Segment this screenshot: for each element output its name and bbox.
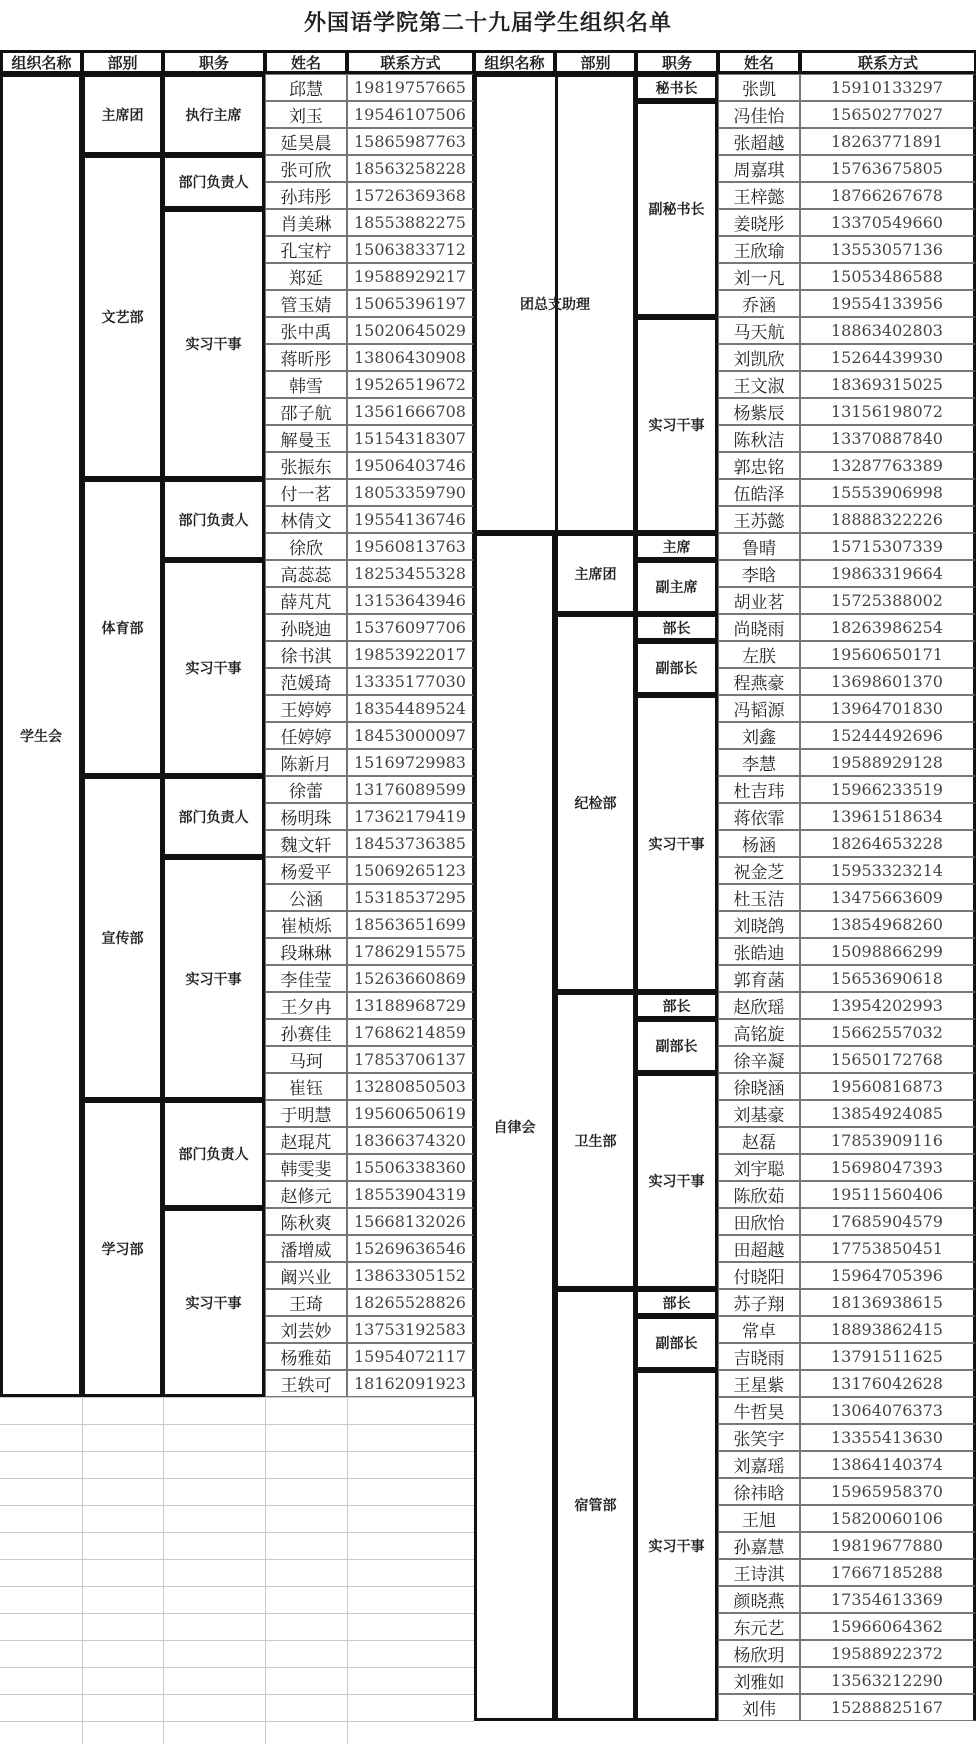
member-name: 刘雅如	[718, 1667, 800, 1694]
member-phone: 15154318307	[347, 425, 474, 452]
member-phone: 19588922372	[800, 1640, 976, 1667]
member-phone: 13961518634	[800, 803, 976, 830]
member-phone: 15065396197	[347, 290, 474, 317]
member-phone: 15964705396	[800, 1262, 976, 1289]
member-phone: 13806430908	[347, 344, 474, 371]
dept-cell: 主席团	[82, 74, 163, 155]
member-name: 王欣瑜	[718, 236, 800, 263]
member-name: 王琦	[265, 1289, 347, 1316]
member-phone: 13188968729	[347, 992, 474, 1019]
member-name: 王文淑	[718, 371, 800, 398]
member-phone: 15053486588	[800, 263, 976, 290]
member-name: 崔钰	[265, 1073, 347, 1100]
column-header: 职务	[163, 50, 265, 74]
member-name: 乔涵	[718, 290, 800, 317]
member-phone: 15263660869	[347, 965, 474, 992]
member-phone: 15726369368	[347, 182, 474, 209]
member-name: 杨涵	[718, 830, 800, 857]
member-phone: 13854924085	[800, 1100, 976, 1127]
member-phone: 18366374320	[347, 1127, 474, 1154]
member-name: 徐晓涵	[718, 1073, 800, 1100]
member-phone: 18136938615	[800, 1289, 976, 1316]
member-name: 李晗	[718, 560, 800, 587]
member-name: 刘晓鸽	[718, 911, 800, 938]
member-name: 陈秋洁	[718, 425, 800, 452]
org-cell: 学生会	[0, 74, 82, 1397]
org-cell: 团总支助理	[474, 74, 636, 533]
member-name: 张振东	[265, 452, 347, 479]
member-phone: 13355413630	[800, 1424, 976, 1451]
member-phone: 19560650619	[347, 1100, 474, 1127]
member-phone: 15698047393	[800, 1154, 976, 1181]
member-phone: 17686214859	[347, 1019, 474, 1046]
member-name: 马珂	[265, 1046, 347, 1073]
member-phone: 13553057136	[800, 236, 976, 263]
member-phone: 13280850503	[347, 1073, 474, 1100]
member-phone: 18553882275	[347, 209, 474, 236]
role-cell: 部长	[636, 1289, 718, 1316]
role-cell: 实习干事	[636, 317, 718, 533]
member-phone: 15965958370	[800, 1478, 976, 1505]
member-name: 王苏懿	[718, 506, 800, 533]
member-phone: 18264653228	[800, 830, 976, 857]
member-name: 刘嘉瑶	[718, 1451, 800, 1478]
member-name: 陈欣茹	[718, 1181, 800, 1208]
member-phone: 15650172768	[800, 1046, 976, 1073]
member-name: 徐祎晗	[718, 1478, 800, 1505]
member-name: 郑延	[265, 263, 347, 290]
member-phone: 13153643946	[347, 587, 474, 614]
empty-grid-lines	[0, 1397, 474, 1744]
member-phone: 13698601370	[800, 668, 976, 695]
member-phone: 15169729983	[347, 749, 474, 776]
member-name: 东元艺	[718, 1613, 800, 1640]
member-phone: 19853922017	[347, 641, 474, 668]
member-phone: 15966233519	[800, 776, 976, 803]
member-phone: 19560816873	[800, 1073, 976, 1100]
member-phone: 19554136746	[347, 506, 474, 533]
role-cell: 部门负责人	[163, 1100, 265, 1208]
member-phone: 13753192583	[347, 1316, 474, 1343]
member-phone: 19819677880	[800, 1532, 976, 1559]
role-cell: 执行主席	[163, 74, 265, 155]
member-phone: 17853909116	[800, 1127, 976, 1154]
member-phone: 19526519672	[347, 371, 474, 398]
member-phone: 17753850451	[800, 1235, 976, 1262]
member-name: 肖美琳	[265, 209, 347, 236]
role-cell: 副秘书长	[636, 101, 718, 317]
role-cell: 主席	[636, 533, 718, 560]
member-phone: 15668132026	[347, 1208, 474, 1235]
member-name: 赵欣瑶	[718, 992, 800, 1019]
member-phone: 15650277027	[800, 101, 976, 128]
role-cell: 实习干事	[163, 1208, 265, 1397]
member-phone: 19506403746	[347, 452, 474, 479]
member-name: 孙晓迪	[265, 614, 347, 641]
column-header: 联系方式	[347, 50, 474, 74]
member-phone: 18563651699	[347, 911, 474, 938]
member-name: 杨明珠	[265, 803, 347, 830]
member-phone: 15063833712	[347, 236, 474, 263]
member-name: 韩雪	[265, 371, 347, 398]
member-phone: 13475663609	[800, 884, 976, 911]
member-name: 陈秋爽	[265, 1208, 347, 1235]
member-phone: 15725388002	[800, 587, 976, 614]
member-phone: 18053359790	[347, 479, 474, 506]
member-name: 高蕊蕊	[265, 560, 347, 587]
member-name: 王夕冉	[265, 992, 347, 1019]
member-phone: 15763675805	[800, 155, 976, 182]
member-phone: 13370887840	[800, 425, 976, 452]
member-phone: 15020645029	[347, 317, 474, 344]
member-name: 杜吉玮	[718, 776, 800, 803]
role-cell: 实习干事	[636, 1073, 718, 1289]
member-name: 颜晓燕	[718, 1586, 800, 1613]
empty-grid-column-line	[347, 1397, 348, 1744]
member-name: 蒋昕彤	[265, 344, 347, 371]
member-name: 高铭旋	[718, 1019, 800, 1046]
member-name: 张可欣	[265, 155, 347, 182]
member-name: 公涵	[265, 884, 347, 911]
member-phone: 18863402803	[800, 317, 976, 344]
empty-grid-column-line	[163, 1397, 164, 1744]
member-name: 韩雯斐	[265, 1154, 347, 1181]
role-cell: 实习干事	[636, 1370, 718, 1721]
member-name: 李佳莹	[265, 965, 347, 992]
member-phone: 19588929128	[800, 749, 976, 776]
org-cell: 自律会	[474, 533, 555, 1721]
member-name: 冯佳怡	[718, 101, 800, 128]
member-name: 刘凯欣	[718, 344, 800, 371]
member-name: 徐欣	[265, 533, 347, 560]
role-cell: 实习干事	[163, 209, 265, 479]
member-name: 孙嘉慧	[718, 1532, 800, 1559]
member-name: 周嘉琪	[718, 155, 800, 182]
member-name: 祝金芝	[718, 857, 800, 884]
member-phone: 17667185288	[800, 1559, 976, 1586]
member-phone: 13156198072	[800, 398, 976, 425]
role-cell: 副部长	[636, 641, 718, 695]
member-phone: 18766267678	[800, 182, 976, 209]
member-phone: 13863305152	[347, 1262, 474, 1289]
member-name: 徐蕾	[265, 776, 347, 803]
member-name: 伍皓泽	[718, 479, 800, 506]
member-name: 崔桢烁	[265, 911, 347, 938]
member-phone: 15653690618	[800, 965, 976, 992]
role-cell: 部门负责人	[163, 479, 265, 560]
member-name: 马天航	[718, 317, 800, 344]
member-phone: 18888322226	[800, 506, 976, 533]
role-cell: 部门负责人	[163, 155, 265, 209]
member-phone: 15865987763	[347, 128, 474, 155]
column-header: 姓名	[718, 50, 800, 74]
member-name: 薛芃芃	[265, 587, 347, 614]
member-name: 付一茗	[265, 479, 347, 506]
member-name: 杨紫辰	[718, 398, 800, 425]
role-cell: 秘书长	[636, 74, 718, 101]
dept-cell: 纪检部	[555, 614, 636, 992]
member-name: 刘芸妙	[265, 1316, 347, 1343]
member-name: 孙赛佳	[265, 1019, 347, 1046]
member-name: 邱慧	[265, 74, 347, 101]
member-name: 苏子翔	[718, 1289, 800, 1316]
dept-cell: 宣传部	[82, 776, 163, 1100]
member-phone: 13791511625	[800, 1343, 976, 1370]
dept-cell: 文艺部	[82, 155, 163, 479]
column-header: 部别	[82, 50, 163, 74]
member-phone: 15318537295	[347, 884, 474, 911]
dept-cell: 卫生部	[555, 992, 636, 1289]
column-header: 职务	[636, 50, 718, 74]
member-name: 王梓懿	[718, 182, 800, 209]
member-name: 徐辛凝	[718, 1046, 800, 1073]
member-phone: 18162091923	[347, 1370, 474, 1397]
member-name: 孙玮彤	[265, 182, 347, 209]
member-phone: 15506338360	[347, 1154, 474, 1181]
member-name: 付晓阳	[718, 1262, 800, 1289]
column-header: 组织名称	[474, 50, 555, 74]
member-name: 刘玉	[265, 101, 347, 128]
member-name: 徐书淇	[265, 641, 347, 668]
member-name: 赵琨芃	[265, 1127, 347, 1154]
member-name: 段琳琳	[265, 938, 347, 965]
member-name: 范媛琦	[265, 668, 347, 695]
member-name: 王诗淇	[718, 1559, 800, 1586]
member-phone: 18893862415	[800, 1316, 976, 1343]
member-name: 王旭	[718, 1505, 800, 1532]
member-phone: 15264439930	[800, 344, 976, 371]
member-phone: 19560650171	[800, 641, 976, 668]
member-name: 杨雅茹	[265, 1343, 347, 1370]
role-cell: 部门负责人	[163, 776, 265, 857]
member-phone: 19560813763	[347, 533, 474, 560]
member-name: 任婷婷	[265, 722, 347, 749]
member-phone: 17685904579	[800, 1208, 976, 1235]
member-name: 管玉婧	[265, 290, 347, 317]
member-phone: 13954202993	[800, 992, 976, 1019]
member-name: 王轶可	[265, 1370, 347, 1397]
member-name: 张凯	[718, 74, 800, 101]
member-phone: 17853706137	[347, 1046, 474, 1073]
column-header: 组织名称	[0, 50, 82, 74]
member-phone: 15715307339	[800, 533, 976, 560]
member-name: 阚兴业	[265, 1262, 347, 1289]
member-phone: 19554133956	[800, 290, 976, 317]
dept-cell: 主席团	[555, 533, 636, 614]
member-name: 孔宝柠	[265, 236, 347, 263]
member-name: 陈新月	[265, 749, 347, 776]
member-name: 张皓迪	[718, 938, 800, 965]
member-phone: 19863319664	[800, 560, 976, 587]
member-phone: 13854968260	[800, 911, 976, 938]
member-name: 程燕豪	[718, 668, 800, 695]
member-phone: 15553906998	[800, 479, 976, 506]
member-phone: 13964701830	[800, 695, 976, 722]
member-name: 张超越	[718, 128, 800, 155]
member-phone: 19819757665	[347, 74, 474, 101]
member-phone: 18369315025	[800, 371, 976, 398]
role-cell: 副部长	[636, 1019, 718, 1073]
role-cell: 实习干事	[636, 695, 718, 992]
column-header: 部别	[555, 50, 636, 74]
member-phone: 13176042628	[800, 1370, 976, 1397]
member-name: 潘增威	[265, 1235, 347, 1262]
member-name: 邵子航	[265, 398, 347, 425]
member-name: 姜晓彤	[718, 209, 800, 236]
member-name: 郭忠铭	[718, 452, 800, 479]
member-phone: 18265528826	[347, 1289, 474, 1316]
member-name: 郭育菡	[718, 965, 800, 992]
role-cell: 实习干事	[163, 857, 265, 1100]
member-phone: 17354613369	[800, 1586, 976, 1613]
dept-cell: 宿管部	[555, 1289, 636, 1721]
member-name: 于明慧	[265, 1100, 347, 1127]
member-phone: 13370549660	[800, 209, 976, 236]
member-name: 杜玉洁	[718, 884, 800, 911]
member-phone: 13287763389	[800, 452, 976, 479]
member-name: 杨欣玥	[718, 1640, 800, 1667]
member-phone: 15953323214	[800, 857, 976, 884]
member-phone: 13561666708	[347, 398, 474, 425]
member-phone: 15662557032	[800, 1019, 976, 1046]
member-phone: 15269636546	[347, 1235, 474, 1262]
member-phone: 13064076373	[800, 1397, 976, 1424]
member-phone: 18553904319	[347, 1181, 474, 1208]
member-phone: 18263771891	[800, 128, 976, 155]
member-phone: 15098866299	[800, 938, 976, 965]
member-name: 赵修元	[265, 1181, 347, 1208]
member-phone: 13563212290	[800, 1667, 976, 1694]
roster-table	[0, 50, 976, 1744]
member-phone: 18453000097	[347, 722, 474, 749]
member-phone: 15288825167	[800, 1694, 976, 1721]
member-phone: 15954072117	[347, 1343, 474, 1370]
member-phone: 19588929217	[347, 263, 474, 290]
dept-cell: 学习部	[82, 1100, 163, 1397]
role-cell: 部长	[636, 614, 718, 641]
empty-grid-column-line	[265, 1397, 266, 1744]
member-phone: 17362179419	[347, 803, 474, 830]
member-phone: 13176089599	[347, 776, 474, 803]
member-phone: 13864140374	[800, 1451, 976, 1478]
column-header: 姓名	[265, 50, 347, 74]
member-phone: 18453736385	[347, 830, 474, 857]
column-header: 联系方式	[800, 50, 976, 74]
member-name: 刘基豪	[718, 1100, 800, 1127]
member-name: 张中禹	[265, 317, 347, 344]
member-name: 刘伟	[718, 1694, 800, 1721]
member-name: 田超越	[718, 1235, 800, 1262]
member-phone: 15820060106	[800, 1505, 976, 1532]
member-name: 鲁晴	[718, 533, 800, 560]
member-phone: 19546107506	[347, 101, 474, 128]
member-name: 王婷婷	[265, 695, 347, 722]
member-name: 王星紫	[718, 1370, 800, 1397]
member-name: 刘鑫	[718, 722, 800, 749]
empty-grid-column-line	[82, 1397, 83, 1744]
member-name: 冯韬源	[718, 695, 800, 722]
member-phone: 15069265123	[347, 857, 474, 884]
member-name: 蒋依霏	[718, 803, 800, 830]
member-phone: 18253455328	[347, 560, 474, 587]
member-name: 吉晓雨	[718, 1343, 800, 1370]
page-title: 外国语学院第二十九届学生组织名单	[303, 11, 672, 36]
member-phone: 18354489524	[347, 695, 474, 722]
member-name: 延昊晨	[265, 128, 347, 155]
role-cell: 副主席	[636, 560, 718, 614]
dept-cell: 体育部	[82, 479, 163, 776]
member-name: 左朕	[718, 641, 800, 668]
member-name: 杨爱平	[265, 857, 347, 884]
member-phone: 15244492696	[800, 722, 976, 749]
member-phone: 15910133297	[800, 74, 976, 101]
member-phone: 19511560406	[800, 1181, 976, 1208]
role-cell: 副部长	[636, 1316, 718, 1370]
member-name: 林倩文	[265, 506, 347, 533]
member-name: 尚晓雨	[718, 614, 800, 641]
member-name: 牛哲昊	[718, 1397, 800, 1424]
member-name: 解曼玉	[265, 425, 347, 452]
member-name: 刘一凡	[718, 263, 800, 290]
member-phone: 15966064362	[800, 1613, 976, 1640]
member-phone: 18563258228	[347, 155, 474, 182]
role-cell: 实习干事	[163, 560, 265, 776]
member-name: 常卓	[718, 1316, 800, 1343]
member-phone: 13335177030	[347, 668, 474, 695]
member-phone: 15376097706	[347, 614, 474, 641]
member-name: 刘宇聪	[718, 1154, 800, 1181]
member-name: 魏文轩	[265, 830, 347, 857]
member-phone: 18263986254	[800, 614, 976, 641]
member-name: 田欣怡	[718, 1208, 800, 1235]
member-name: 张笑宇	[718, 1424, 800, 1451]
member-phone: 17862915575	[347, 938, 474, 965]
member-name: 赵磊	[718, 1127, 800, 1154]
member-name: 李慧	[718, 749, 800, 776]
member-name: 胡业茗	[718, 587, 800, 614]
role-cell: 部长	[636, 992, 718, 1019]
